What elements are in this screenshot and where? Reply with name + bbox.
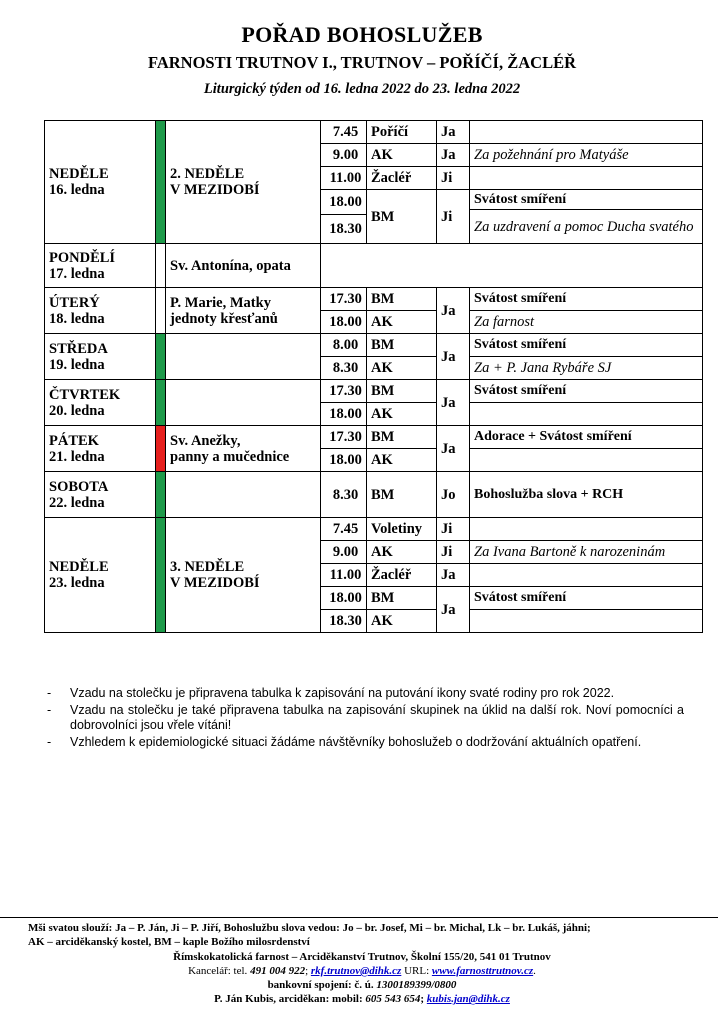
priest-cell: Ji	[437, 518, 470, 541]
footer-contacts: Kancelář: tel. 491 004 922; rkf.trutnov@dihk.cz URL: www.farnosttrutnov.cz.	[188, 964, 536, 977]
feast-cell	[166, 472, 321, 518]
place-cell: AK	[367, 449, 437, 472]
footer-bank: bankovní spojení: č. ú. 1300189399/0800	[267, 979, 457, 992]
time-cell: 8.30	[321, 472, 367, 518]
announcements-list	[44, 686, 684, 752]
priest-mobile: 605 543 654	[365, 993, 421, 1006]
priest-cell: Ja	[437, 288, 470, 334]
parish-subtitle: FARNOSTI TRUTNOV I., TRUTNOV – POŘÍČÍ, ŽACLÉŘ	[147, 53, 576, 72]
liturgical-color-white	[156, 288, 166, 334]
time-cell: 17.30	[321, 288, 367, 311]
intention-cell	[470, 518, 703, 541]
feast-cell	[166, 380, 321, 426]
place-cell: Žacléř	[367, 167, 437, 190]
feast-cell	[166, 334, 321, 380]
feast-cell: Sv. Antonína, opata	[166, 244, 321, 288]
time-cell: 8.30	[321, 357, 367, 380]
footer-divider	[0, 917, 718, 918]
day-cell: PONDĚLÍ 17. ledna	[45, 244, 156, 288]
intention-cell	[470, 564, 703, 587]
priest-cell: Ji	[437, 167, 470, 190]
table-row	[45, 472, 703, 518]
liturgical-color-white	[156, 244, 166, 288]
day-cell: ČTVRTEK 20. ledna	[45, 380, 156, 426]
feast-cell: 3. NEDĚLE V MEZIDOBÍ	[166, 518, 321, 633]
table-row	[45, 288, 703, 311]
priest-cell: Ja	[437, 426, 470, 472]
priest-cell: Ja	[437, 334, 470, 380]
empty-service-cell	[321, 244, 703, 288]
time-cell: 8.00	[321, 334, 367, 357]
intention-cell: Svátost smíření	[470, 334, 703, 357]
priest-cell: Ja	[437, 587, 470, 633]
intention-cell: Svátost smíření	[470, 380, 703, 403]
footer-address: Římskokatolická farnost – Arciděkanství Trutnov, Školní 155/20, 541 01 Trutnov	[173, 950, 551, 963]
intention-cell: Svátost smíření	[470, 190, 703, 210]
place-cell: AK	[367, 311, 437, 334]
office-email-link[interactable]: rkf.trutnov@dihk.cz	[310, 964, 402, 977]
priest-cell: Ji	[437, 190, 470, 244]
time-cell: 18.00	[321, 587, 367, 610]
intention-cell	[470, 121, 703, 144]
time-cell: 18.00	[321, 403, 367, 426]
place-cell: AK	[367, 610, 437, 633]
footer-priest: P. Ján Kubis, arciděkan: mobil: 605 543 654; kubis.jan@dihk.cz	[214, 993, 510, 1006]
list-item: - Vzadu na stolečku je připravena tabulka k zapisování na putování ikony svaté rodiny pro rok 2022.	[47, 686, 615, 700]
footer-legend-line2: AK – arciděkanský kostel, BM – kaple Božího milosrdenství	[28, 936, 310, 949]
place-cell: BM	[367, 426, 437, 449]
intention-cell: Za uzdravení a pomoc Ducha svatého	[470, 210, 703, 244]
intention-cell	[470, 610, 703, 633]
intention-cell	[470, 449, 703, 472]
priest-cell: Ja	[437, 380, 470, 426]
table-row	[45, 380, 703, 403]
time-cell: 18.30	[321, 610, 367, 633]
intention-cell: Za farnost	[470, 311, 703, 334]
day-cell: STŘEDA 19. ledna	[45, 334, 156, 380]
liturgical-color-green	[156, 121, 166, 244]
day-cell: ÚTERÝ 18. ledna	[45, 288, 156, 334]
feast-cell: Sv. Anežky, panny a mučednice	[166, 426, 321, 472]
liturgical-week: Liturgický týden od 16. ledna 2022 do 23. ledna 2022	[203, 81, 521, 97]
place-cell: AK	[367, 403, 437, 426]
intention-cell	[470, 167, 703, 190]
intention-cell: Svátost smíření	[470, 288, 703, 311]
intention-cell: Za + P. Jana Rybáře SJ	[470, 357, 703, 380]
feast-cell: 2. NEDĚLE V MEZIDOBÍ	[166, 121, 321, 244]
liturgical-color-green	[156, 472, 166, 518]
place-cell: BM	[367, 380, 437, 403]
intention-cell: Za Ivana Bartoně k narozeninám	[470, 541, 703, 564]
intention-cell: Za požehnání pro Matyáše	[470, 144, 703, 167]
time-cell: 11.00	[321, 564, 367, 587]
place-cell: AK	[367, 541, 437, 564]
time-cell: 18.00	[321, 311, 367, 334]
table-row	[45, 121, 703, 144]
page-title: POŘAD BOHOSLUŽEB	[241, 22, 483, 47]
time-cell: 9.00	[321, 541, 367, 564]
table-row	[45, 334, 703, 357]
footer	[0, 921, 724, 1007]
time-cell: 7.45	[321, 121, 367, 144]
day-cell: SOBOTA 22. ledna	[45, 472, 156, 518]
website-link[interactable]: www.farnosttrutnov.cz	[431, 964, 534, 977]
priest-cell: Ja	[437, 564, 470, 587]
time-cell: 9.00	[321, 144, 367, 167]
place-cell: BM	[367, 472, 437, 518]
feast-cell: P. Marie, Matky jednoty křesťanů	[166, 288, 321, 334]
time-cell: 17.30	[321, 426, 367, 449]
priest-cell: Ji	[437, 541, 470, 564]
liturgical-color-green	[156, 380, 166, 426]
liturgical-color-green	[156, 518, 166, 633]
table-row	[45, 426, 703, 449]
place-cell: BM	[367, 587, 437, 610]
intention-cell: Bohoslužba slova + RCH	[470, 472, 703, 518]
time-cell: 17.30	[321, 380, 367, 403]
list-item: - Vzadu na stolečku je také připravena tabulka na zapisování skupinek na úklid na další rok. Noví pomocníci a dobrovolníci jsou vřele vítáni!	[47, 703, 684, 732]
time-cell: 18.30	[321, 215, 367, 244]
footer-legend-line1: Mši svatou slouží: Ja – P. Ján, Ji – P. Jiří, Bohoslužbu slova vedou: Jo – br. Josef, Mi – br. Michal, Lk – br. Lukáš, jáhni;	[28, 922, 591, 934]
place-cell: AK	[367, 144, 437, 167]
table-row	[45, 518, 703, 541]
place-cell: BM	[367, 334, 437, 357]
liturgical-color-green	[156, 334, 166, 380]
place-cell: BM	[367, 190, 437, 244]
priest-email-link[interactable]: kubis.jan@dihk.cz	[426, 993, 510, 1006]
office-phone: 491 004 922	[250, 964, 306, 977]
time-cell: 18.00	[321, 190, 367, 215]
priest-cell: Ja	[437, 144, 470, 167]
place-cell: BM	[367, 288, 437, 311]
place-cell: Poříčí	[367, 121, 437, 144]
day-cell: NEDĚLE 23. ledna	[45, 518, 156, 633]
place-cell: Voletiny	[367, 518, 437, 541]
priest-cell: Ja	[437, 121, 470, 144]
schedule-table	[44, 120, 703, 633]
list-item: - Vzhledem k epidemiologické situaci žádáme návštěvníky bohoslužeb o dodržování aktuálních opatření.	[47, 735, 642, 749]
day-cell: PÁTEK 21. ledna	[45, 426, 156, 472]
bank-account: 1300189399/0800	[376, 979, 457, 992]
time-cell: 7.45	[321, 518, 367, 541]
time-cell: 18.00	[321, 449, 367, 472]
intention-cell: Svátost smíření	[470, 587, 703, 610]
intention-cell: Adorace + Svátost smíření	[470, 426, 703, 449]
place-cell: AK	[367, 357, 437, 380]
place-cell: Žacléř	[367, 564, 437, 587]
day-cell: NEDĚLE 16. ledna	[45, 121, 156, 244]
liturgical-color-red	[156, 426, 166, 472]
priest-cell: Jo	[437, 472, 470, 518]
table-row	[45, 244, 703, 288]
time-cell: 11.00	[321, 167, 367, 190]
intention-cell	[470, 403, 703, 426]
